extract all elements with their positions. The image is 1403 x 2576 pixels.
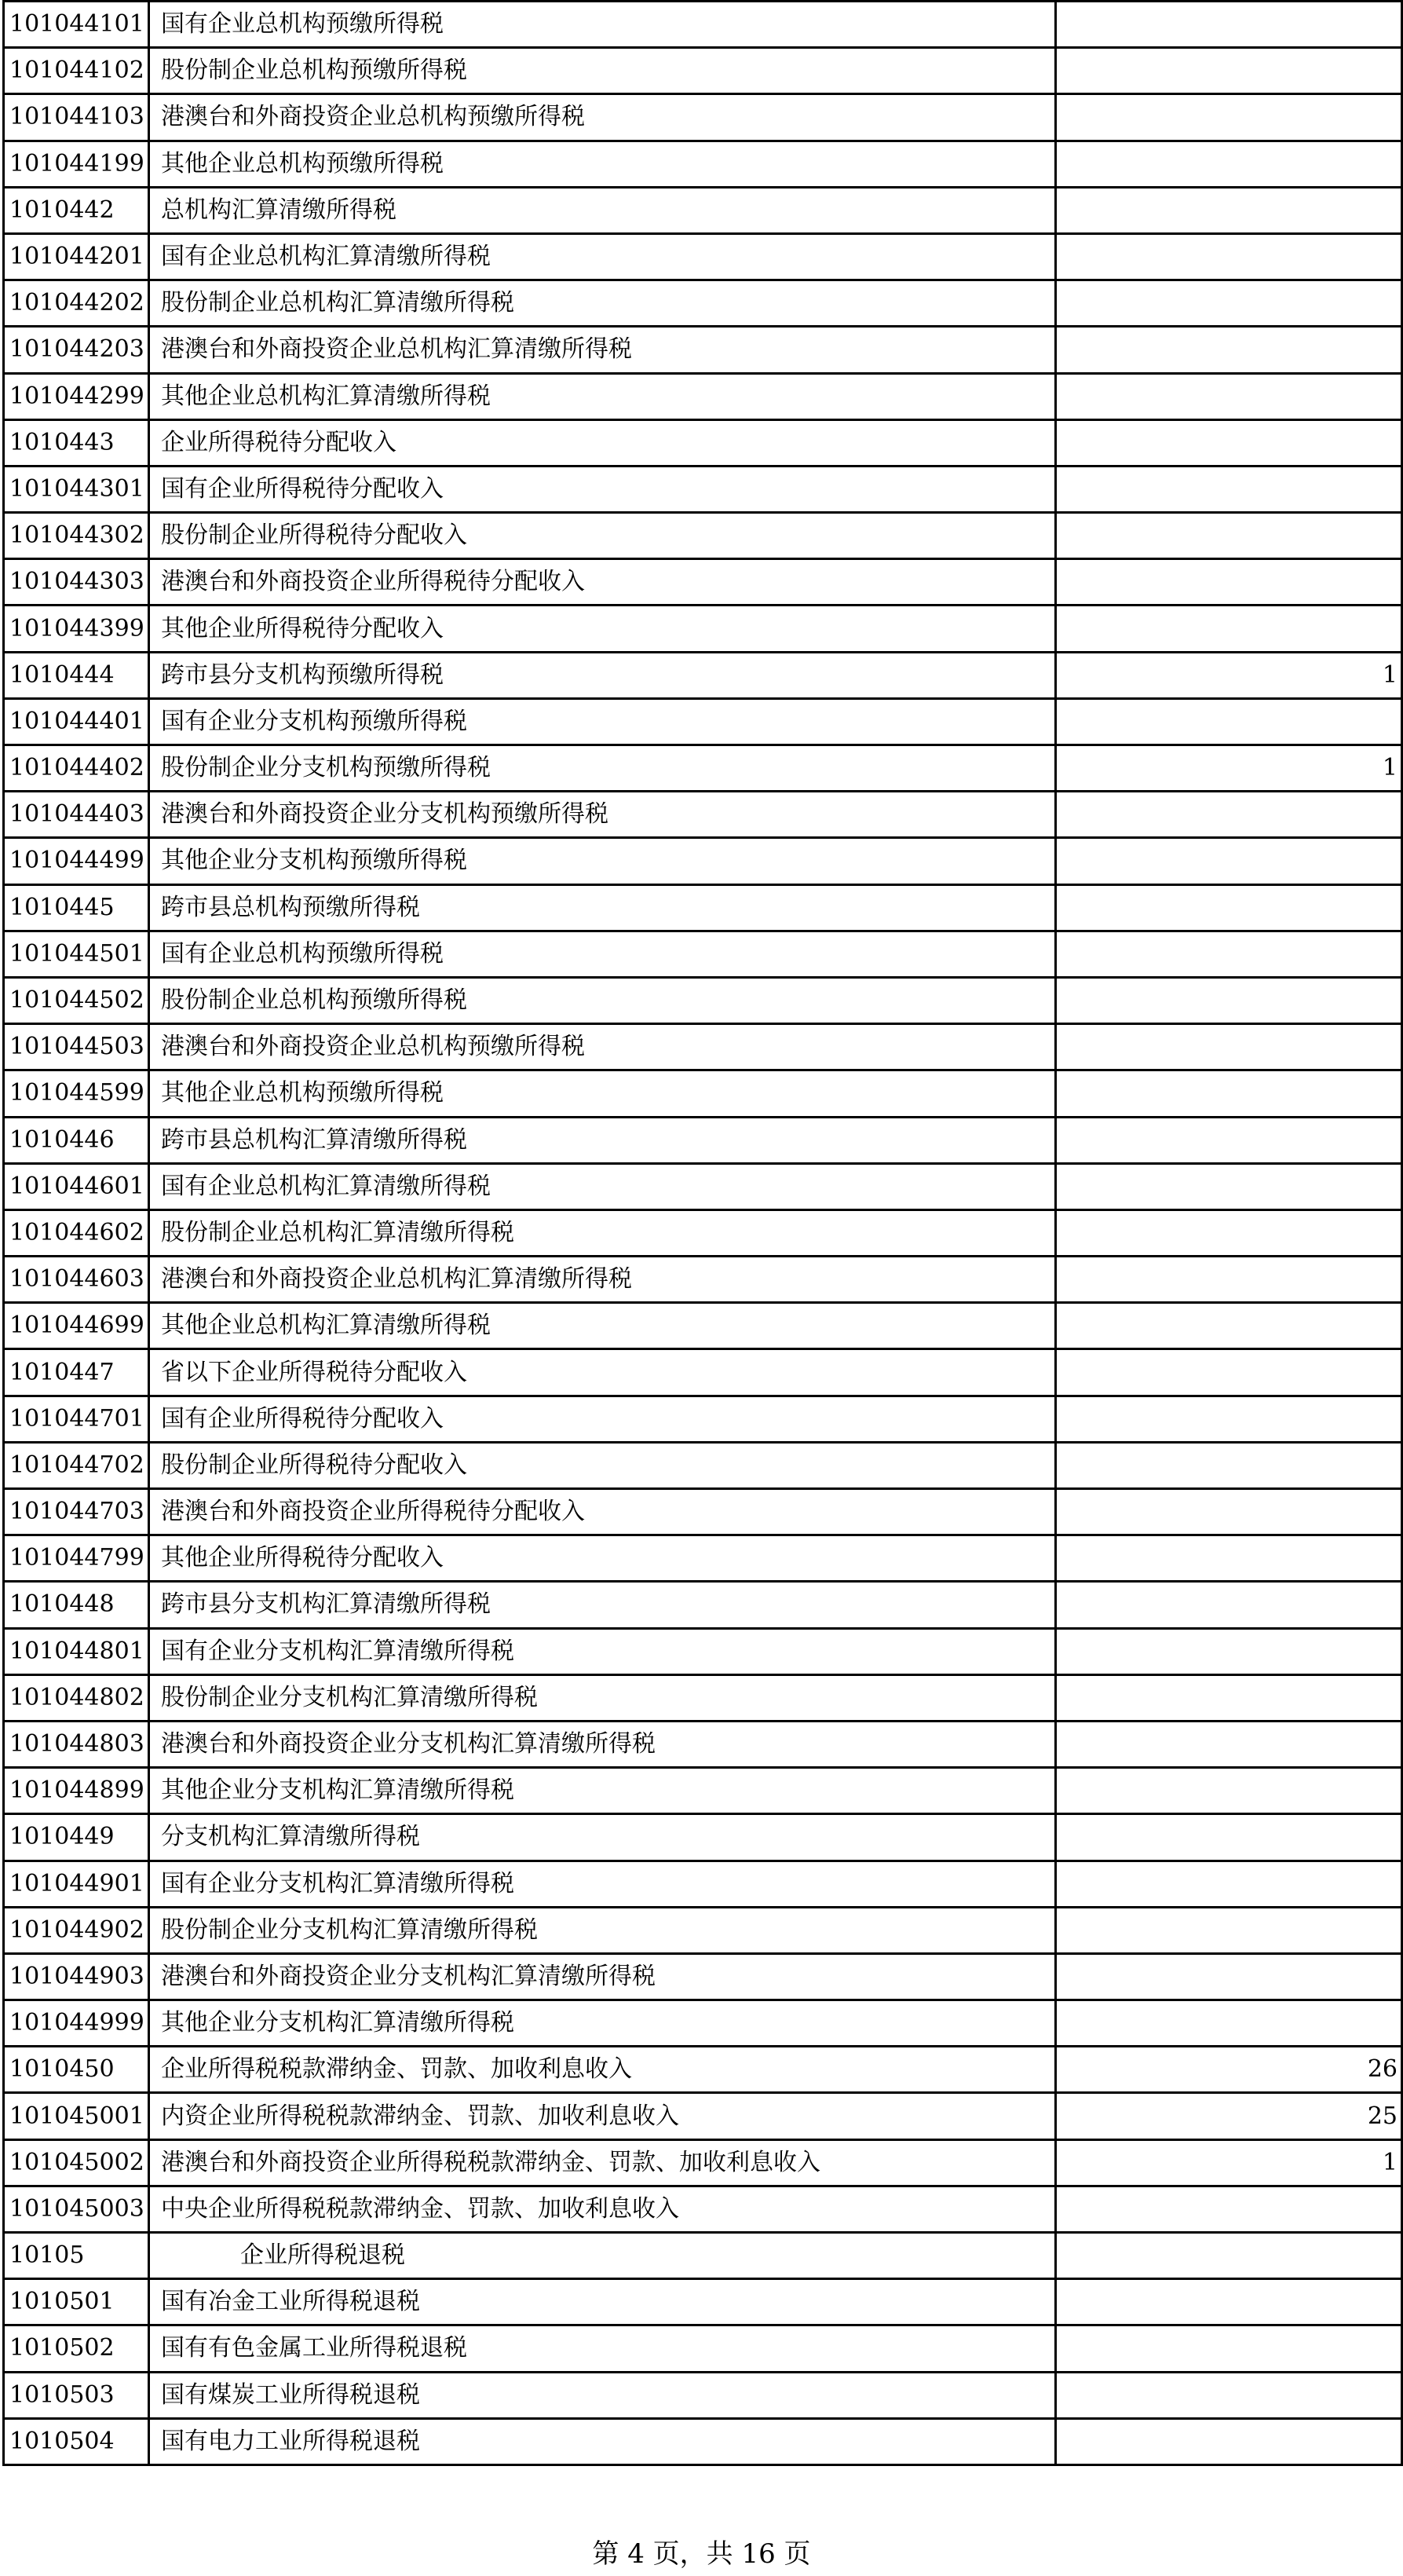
subject-code-cell: 1010501 (4, 2279, 149, 2325)
subject-code-cell: 1010444 (4, 652, 149, 698)
subject-name-cell: 港澳台和外商投资企业所得税税款滞纳金、罚款、加收利息收入 (149, 2139, 1056, 2186)
subject-name-cell: 企业所得税税款滞纳金、罚款、加收利息收入 (149, 2047, 1056, 2093)
subject-code-cell: 101044801 (4, 1628, 149, 1674)
subject-code-cell: 101044402 (4, 745, 149, 792)
subject-code-cell: 101044599 (4, 1070, 149, 1117)
subject-name-cell: 其他企业所得税待分配收入 (149, 1535, 1056, 1582)
subject-code-cell: 101044899 (4, 1768, 149, 1814)
table-row (4, 373, 1402, 419)
table-row (4, 466, 1402, 512)
amount-cell (1056, 1907, 1402, 1953)
table-row (4, 2047, 1402, 2093)
table-body (4, 2, 1402, 2465)
subject-name-cell: 国有企业所得税待分配收入 (149, 1396, 1056, 1442)
amount-cell: 1 (1056, 745, 1402, 792)
table-row (4, 2186, 1402, 2232)
subject-code-cell: 101044703 (4, 1489, 149, 1535)
subject-name-cell: 中央企业所得税税款滞纳金、罚款、加收利息收入 (149, 2186, 1056, 2232)
amount-cell (1056, 1861, 1402, 1907)
subject-name-cell: 其他企业总机构汇算清缴所得税 (149, 1303, 1056, 1349)
amount-cell: 1 (1056, 2139, 1402, 2186)
subject-name-cell: 跨市县总机构预缴所得税 (149, 884, 1056, 931)
table-row (4, 513, 1402, 559)
subject-code-cell: 101044202 (4, 280, 149, 327)
table-row (4, 1674, 1402, 1721)
subject-name-cell: 股份制企业所得税待分配收入 (149, 1442, 1056, 1488)
subject-code-cell: 101044203 (4, 327, 149, 373)
subject-name-cell: 国有电力工业所得税退税 (149, 2418, 1056, 2464)
table-row (4, 1768, 1402, 1814)
subject-name-cell: 省以下企业所得税待分配收入 (149, 1349, 1056, 1396)
table-row (4, 2093, 1402, 2139)
subject-code-cell: 101044601 (4, 1163, 149, 1209)
amount-cell (1056, 2372, 1402, 2418)
table-row (4, 1582, 1402, 1628)
table-row (4, 1814, 1402, 1861)
subject-code-cell: 1010443 (4, 419, 149, 466)
table-row (4, 2279, 1402, 2325)
table-row (4, 1070, 1402, 1117)
amount-cell (1056, 1721, 1402, 1767)
amount-cell (1056, 2186, 1402, 2232)
table-row (4, 1861, 1402, 1907)
subject-name-cell: 股份制企业总机构汇算清缴所得税 (149, 1209, 1056, 1256)
table-row (4, 1257, 1402, 1303)
subject-code-cell: 1010447 (4, 1349, 149, 1396)
subject-name-cell: 股份制企业总机构预缴所得税 (149, 48, 1056, 94)
subject-name-cell: 分支机构汇算清缴所得税 (149, 1814, 1056, 1861)
amount-cell (1056, 931, 1402, 977)
subject-name-cell: 国有企业总机构汇算清缴所得税 (149, 1163, 1056, 1209)
subject-code-cell: 1010449 (4, 1814, 149, 1861)
amount-cell (1056, 1535, 1402, 1582)
amount-cell (1056, 1814, 1402, 1861)
amount-cell (1056, 1209, 1402, 1256)
subject-code-cell: 101044701 (4, 1396, 149, 1442)
subject-code-cell: 1010442 (4, 187, 149, 233)
subject-name-cell: 股份制企业分支机构汇算清缴所得税 (149, 1907, 1056, 1953)
table-row (4, 280, 1402, 327)
subject-name-cell: 国有企业分支机构预缴所得税 (149, 698, 1056, 745)
subject-code-cell: 101045003 (4, 2186, 149, 2232)
subject-name-cell: 港澳台和外商投资企业总机构预缴所得税 (149, 94, 1056, 141)
subject-name-cell: 港澳台和外商投资企业总机构预缴所得税 (149, 1024, 1056, 1070)
amount-cell (1056, 419, 1402, 466)
subject-name-cell: 其他企业所得税待分配收入 (149, 606, 1056, 652)
subject-code-cell: 101044499 (4, 838, 149, 884)
amount-cell (1056, 2279, 1402, 2325)
subject-code-cell: 101045001 (4, 2093, 149, 2139)
amount-cell (1056, 373, 1402, 419)
table-row (4, 2139, 1402, 2186)
table-row (4, 1349, 1402, 1396)
amount-cell (1056, 1163, 1402, 1209)
amount-cell (1056, 233, 1402, 280)
amount-cell (1056, 1442, 1402, 1488)
subject-code-cell: 101044999 (4, 2000, 149, 2047)
amount-cell (1056, 698, 1402, 745)
subject-code-cell: 101044803 (4, 1721, 149, 1767)
table-row (4, 233, 1402, 280)
subject-name-cell: 港澳台和外商投资企业所得税待分配收入 (149, 1489, 1056, 1535)
amount-cell: 26 (1056, 2047, 1402, 2093)
subject-name-cell: 跨市县总机构汇算清缴所得税 (149, 1117, 1056, 1163)
page-number: 第 4 页，共 16 页 (592, 2538, 811, 2570)
subject-code-cell: 1010502 (4, 2325, 149, 2372)
subject-name-cell: 港澳台和外商投资企业总机构汇算清缴所得税 (149, 327, 1056, 373)
table-row (4, 931, 1402, 977)
amount-cell (1056, 1349, 1402, 1396)
amount-cell (1056, 1582, 1402, 1628)
amount-cell (1056, 2233, 1402, 2279)
table-row (4, 1628, 1402, 1674)
subject-code-cell: 101044501 (4, 931, 149, 977)
subject-name-cell: 企业所得税待分配收入 (149, 419, 1056, 466)
subject-code-cell: 1010503 (4, 2372, 149, 2418)
amount-cell (1056, 559, 1402, 606)
amount-cell (1056, 1674, 1402, 1721)
table-row (4, 2000, 1402, 2047)
table-row (4, 1117, 1402, 1163)
amount-cell (1056, 1396, 1402, 1442)
subject-code-cell: 101044299 (4, 373, 149, 419)
subject-code-cell: 101044199 (4, 141, 149, 187)
subject-code-cell: 101044401 (4, 698, 149, 745)
subject-code-cell: 101044399 (4, 606, 149, 652)
table-row (4, 419, 1402, 466)
subject-name-cell: 国有企业总机构预缴所得税 (149, 931, 1056, 977)
amount-cell (1056, 327, 1402, 373)
subject-name-cell: 国有企业总机构汇算清缴所得税 (149, 233, 1056, 280)
table-row (4, 2325, 1402, 2372)
table-row (4, 1024, 1402, 1070)
table-row (4, 884, 1402, 931)
subject-name-cell: 股份制企业分支机构预缴所得税 (149, 745, 1056, 792)
table-row (4, 1489, 1402, 1535)
table-row (4, 2, 1402, 48)
subject-name-cell: 其他企业总机构预缴所得税 (149, 141, 1056, 187)
subject-name-cell: 股份制企业总机构汇算清缴所得税 (149, 280, 1056, 327)
subject-code-cell: 101044602 (4, 1209, 149, 1256)
subject-code-cell: 101044799 (4, 1535, 149, 1582)
subject-name-cell: 跨市县分支机构预缴所得税 (149, 652, 1056, 698)
subject-code-cell: 101044301 (4, 466, 149, 512)
subject-code-cell: 1010448 (4, 1582, 149, 1628)
amount-cell (1056, 2325, 1402, 2372)
amount-cell (1056, 94, 1402, 141)
amount-cell (1056, 2, 1402, 48)
table-row (4, 1721, 1402, 1767)
table-row (4, 698, 1402, 745)
table-row (4, 745, 1402, 792)
amount-cell (1056, 1024, 1402, 1070)
table-row (4, 1303, 1402, 1349)
amount-cell (1056, 1303, 1402, 1349)
table-row (4, 94, 1402, 141)
table-row (4, 2233, 1402, 2279)
subject-name-cell: 其他企业总机构预缴所得税 (149, 1070, 1056, 1117)
amount-cell (1056, 187, 1402, 233)
table-row (4, 2372, 1402, 2418)
subject-code-cell: 1010504 (4, 2418, 149, 2464)
amount-cell (1056, 1628, 1402, 1674)
subject-name-cell: 国有企业所得税待分配收入 (149, 466, 1056, 512)
amount-cell (1056, 2000, 1402, 2047)
subject-code-cell: 101044603 (4, 1257, 149, 1303)
subject-code-cell: 101044702 (4, 1442, 149, 1488)
subject-code-cell: 1010446 (4, 1117, 149, 1163)
amount-cell (1056, 466, 1402, 512)
amount-cell (1056, 606, 1402, 652)
subject-name-cell: 其他企业分支机构预缴所得税 (149, 838, 1056, 884)
amount-cell (1056, 1768, 1402, 1814)
table-row (4, 606, 1402, 652)
subject-name-cell: 股份制企业所得税待分配收入 (149, 513, 1056, 559)
table-row (4, 1953, 1402, 2000)
table-row (4, 141, 1402, 187)
table-row (4, 838, 1402, 884)
subject-code-cell: 101044201 (4, 233, 149, 280)
subject-name-cell: 总机构汇算清缴所得税 (149, 187, 1056, 233)
table-row (4, 1442, 1402, 1488)
table-row (4, 977, 1402, 1023)
subject-name-cell: 其他企业总机构汇算清缴所得税 (149, 373, 1056, 419)
subject-code-cell: 101044102 (4, 48, 149, 94)
amount-cell (1056, 1257, 1402, 1303)
amount-cell (1056, 977, 1402, 1023)
table-row (4, 327, 1402, 373)
subject-code-cell: 1010445 (4, 884, 149, 931)
amount-cell (1056, 1117, 1402, 1163)
table-row (4, 1907, 1402, 1953)
subject-code-cell: 101044502 (4, 977, 149, 1023)
table-row (4, 792, 1402, 838)
subject-name-cell: 其他企业分支机构汇算清缴所得税 (149, 2000, 1056, 2047)
amount-cell (1056, 2418, 1402, 2464)
table-row (4, 2418, 1402, 2464)
subject-name-cell: 国有企业分支机构汇算清缴所得税 (149, 1628, 1056, 1674)
table-row (4, 187, 1402, 233)
table-row (4, 1163, 1402, 1209)
subject-code-cell: 101044699 (4, 1303, 149, 1349)
table-row (4, 1396, 1402, 1442)
subject-code-cell: 10105 (4, 2233, 149, 2279)
subject-name-cell: 国有煤炭工业所得税退税 (149, 2372, 1056, 2418)
subject-code-cell: 101044303 (4, 559, 149, 606)
subject-code-cell: 101045002 (4, 2139, 149, 2186)
subject-name-cell: 国有企业分支机构汇算清缴所得税 (149, 1861, 1056, 1907)
amount-cell (1056, 280, 1402, 327)
subject-code-cell: 101044901 (4, 1861, 149, 1907)
subject-name-cell: 内资企业所得税税款滞纳金、罚款、加收利息收入 (149, 2093, 1056, 2139)
amount-cell (1056, 884, 1402, 931)
subject-name-cell: 跨市县分支机构汇算清缴所得税 (149, 1582, 1056, 1628)
subject-name-cell: 其他企业分支机构汇算清缴所得税 (149, 1768, 1056, 1814)
subject-code-cell: 101044802 (4, 1674, 149, 1721)
amount-cell: 1 (1056, 652, 1402, 698)
subject-code-cell: 1010450 (4, 2047, 149, 2093)
amount-cell (1056, 1953, 1402, 2000)
table-row (4, 1209, 1402, 1256)
subject-name-cell: 企业所得税退税 (149, 2233, 1056, 2279)
subject-name-cell: 股份制企业分支机构汇算清缴所得税 (149, 1674, 1056, 1721)
table-row (4, 48, 1402, 94)
amount-cell (1056, 1070, 1402, 1117)
amount-cell (1056, 141, 1402, 187)
subject-code-cell: 101044903 (4, 1953, 149, 2000)
subject-name-cell: 国有冶金工业所得税退税 (149, 2279, 1056, 2325)
amount-cell (1056, 48, 1402, 94)
subject-name-cell: 港澳台和外商投资企业分支机构汇算清缴所得税 (149, 1953, 1056, 2000)
subject-name-cell: 国有企业总机构预缴所得税 (149, 2, 1056, 48)
subject-name-cell: 港澳台和外商投资企业分支机构汇算清缴所得税 (149, 1721, 1056, 1767)
subject-name-cell: 港澳台和外商投资企业分支机构预缴所得税 (149, 792, 1056, 838)
budget-table (2, 0, 1403, 2466)
subject-code-cell: 101044403 (4, 792, 149, 838)
subject-code-cell: 101044302 (4, 513, 149, 559)
subject-code-cell: 101044902 (4, 1907, 149, 1953)
subject-code-cell: 101044503 (4, 1024, 149, 1070)
subject-name-cell: 股份制企业总机构预缴所得税 (149, 977, 1056, 1023)
table-row (4, 559, 1402, 606)
amount-cell: 25 (1056, 2093, 1402, 2139)
subject-code-cell: 101044101 (4, 2, 149, 48)
subject-name-cell: 国有有色金属工业所得税退税 (149, 2325, 1056, 2372)
table-row (4, 1535, 1402, 1582)
subject-name-cell: 港澳台和外商投资企业所得税待分配收入 (149, 559, 1056, 606)
subject-code-cell: 101044103 (4, 94, 149, 141)
amount-cell (1056, 513, 1402, 559)
amount-cell (1056, 792, 1402, 838)
subject-name-cell: 港澳台和外商投资企业总机构汇算清缴所得税 (149, 1257, 1056, 1303)
table-row (4, 652, 1402, 698)
amount-cell (1056, 1489, 1402, 1535)
amount-cell (1056, 838, 1402, 884)
